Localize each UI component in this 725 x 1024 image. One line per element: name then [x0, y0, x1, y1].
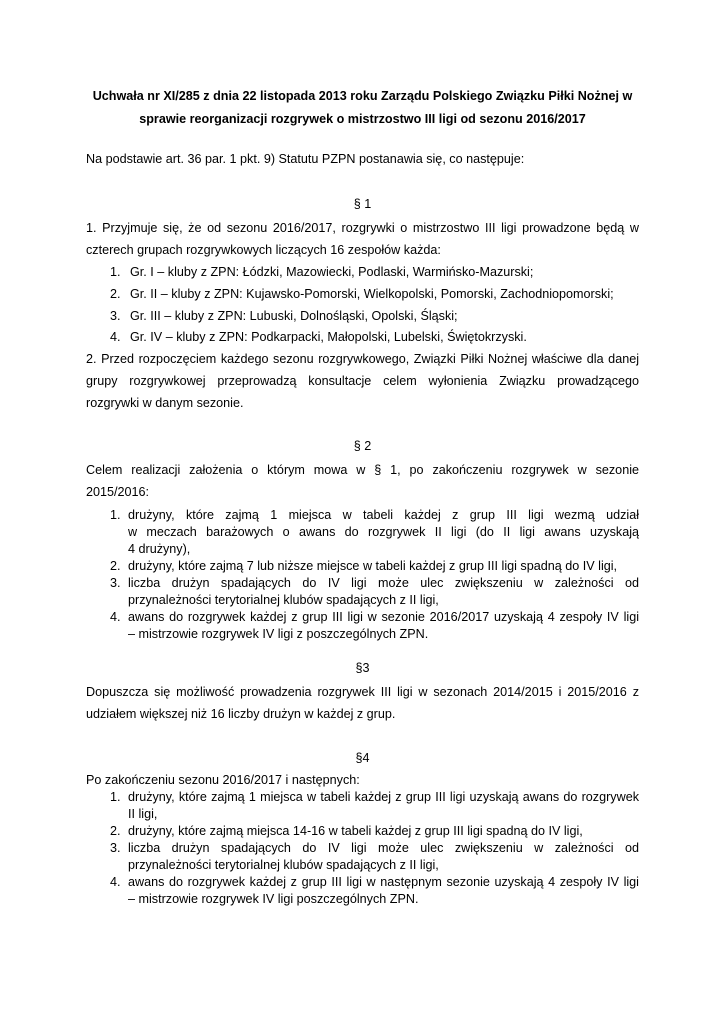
list-item-line: awans do rozgrywek każdej z grup III ligi w sezonie 2016/2017 uzyskają 4 zespoły IV ligi [128, 610, 639, 624]
paragraph-line: 2. Przed rozpoczęciem każdego sezonu rozgrywkowego, Związki Piłki Nożnej właściwe dla danej [86, 352, 639, 366]
section-heading: §4 [355, 751, 370, 765]
list-item: Gr. IV – kluby z ZPN: Podkarpacki, Małopolski, Lubelski, Świętokrzyski. [130, 330, 527, 344]
list-number: 2. [110, 559, 121, 573]
section-heading: §3 [355, 661, 370, 675]
list-item-line: 4 drużyny), [128, 542, 191, 556]
list-number: 1. [110, 790, 121, 804]
list-item-line: drużyny, które zajmą 1 miejsca w tabeli każdej z grup III ligi wezmą udział [128, 508, 639, 522]
list-number: 3. [110, 841, 121, 855]
title-line: sprawie reorganizacji rozgrywek o mistrzostwo III ligi od sezonu 2016/2017 [139, 112, 586, 126]
list-number: 3. [110, 576, 121, 590]
list-item-line: awans do rozgrywek każdej z grup III ligi w następnym sezonie uzyskają 4 zespoły IV ligi [128, 875, 639, 889]
list-number: 2. [110, 287, 121, 301]
list-item-line: drużyny, które zajmą 7 lub niższe miejsce w tabeli każdej z grup III ligi spadną do IV ligi, [128, 559, 618, 573]
list-item-line: przynależności terytorialnej klubów spadających z II ligi, [128, 593, 439, 607]
paragraph-line: czterech grupach rozgrywkowych liczących 16 zespołów każda: [86, 243, 441, 257]
legal-basis: Na podstawie art. 36 par. 1 pkt. 9) Statutu PZPN postanawia się, co następuje: [86, 152, 525, 166]
list-number: 1. [110, 508, 121, 522]
paragraph-line: rozgrywki w danym sezonie. [86, 396, 244, 410]
paragraph-line: udziałem większej niż 16 liczby drużyn w każdej z grup. [86, 707, 396, 721]
list-item-line: liczba drużyn spadających do IV ligi może ulec zwiększeniu w zależności od [128, 576, 639, 590]
list-item: Gr. III – kluby z ZPN: Lubuski, Dolnośląski, Opolski, Śląski; [130, 309, 458, 323]
list-item: Gr. II – kluby z ZPN: Kujawsko-Pomorski, Wielkopolski, Pomorski, Zachodniopomorski; [130, 287, 614, 301]
paragraph-line: Celem realizacji założenia o którym mowa w § 1, po zakończeniu rozgrywek w sezonie [86, 463, 639, 477]
list-number: 1. [110, 265, 121, 279]
list-item: Gr. I – kluby z ZPN: Łódzki, Mazowiecki, Podlaski, Warmińsko-Mazurski; [130, 265, 534, 279]
list-item-line: drużyny, które zajmą miejsca 14-16 w tabeli każdej z grup III ligi spadną do IV ligi, [128, 824, 583, 838]
section-heading: § 2 [353, 439, 372, 453]
list-item-line: – mistrzowie rozgrywek IV ligi z poszczególnych ZPN. [128, 627, 429, 641]
section-heading: § 1 [353, 197, 372, 211]
paragraph-line: Dopuszcza się możliwość prowadzenia rozgrywek III ligi w sezonach 2014/2015 i 2015/2016 z [86, 685, 639, 699]
paragraph-line: Po zakończeniu sezonu 2016/2017 i następnych: [86, 773, 360, 787]
list-item-line: drużyny, które zajmą 1 miejsca w tabeli każdej z grup III ligi uzyskają awans do rozgrywek [128, 790, 639, 804]
list-item-line: II ligi, [128, 807, 158, 821]
title-line: Uchwała nr XI/285 z dnia 22 listopada 2013 roku Zarządu Polskiego Związku Piłki Nożnej w [92, 89, 633, 103]
paragraph-line: 1. Przyjmuje się, że od sezonu 2016/2017, rozgrywki o mistrzostwo III ligi prowadzone będą w [86, 221, 639, 235]
paragraph-line: grupy rozgrywkowej przeprowadzą konsultacje celem wyłonienia Związku prowadzącego [86, 374, 639, 388]
resolution-title [86, 85, 639, 131]
list-number: 4. [110, 330, 121, 344]
paragraph-line: 2015/2016: [86, 485, 150, 499]
list-number: 3. [110, 309, 121, 323]
list-item-line: w meczach barażowych o awans do rozgrywek II ligi (do II ligi awans uzyskają [128, 525, 639, 539]
list-number: 4. [110, 875, 121, 889]
list-number: 2. [110, 824, 121, 838]
list-number: 4. [110, 610, 121, 624]
list-item-line: liczba drużyn spadających do IV ligi może ulec zwiększeniu w zależności od [128, 841, 639, 855]
list-item-line: przynależności terytorialnej klubów spadających z II ligi, [128, 858, 439, 872]
list-item-line: – mistrzowie rozgrywek IV ligi poszczególnych ZPN. [128, 892, 419, 906]
